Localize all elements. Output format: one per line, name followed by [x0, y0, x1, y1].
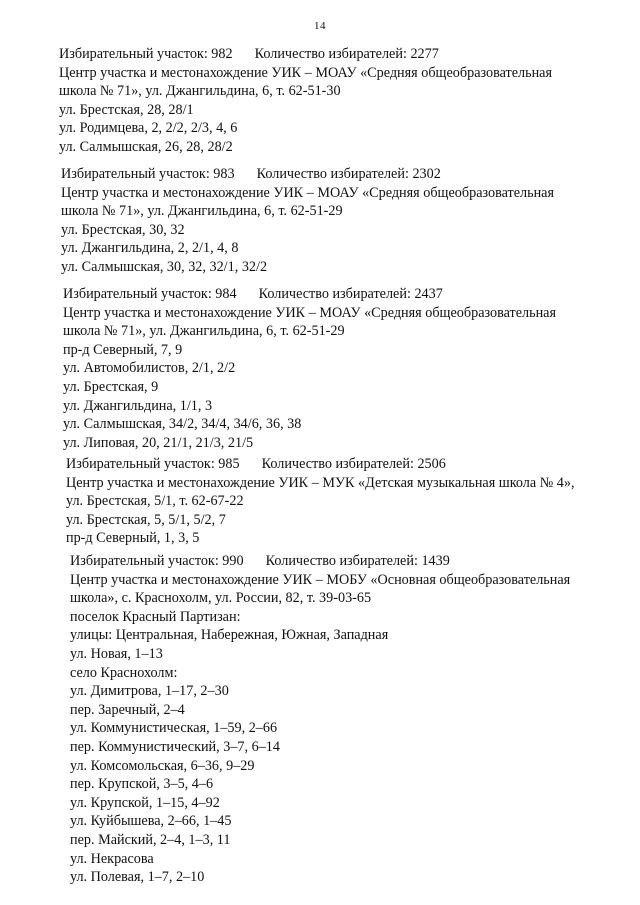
voter-count: Количество избирателей: 2277 [254, 46, 439, 62]
street-line: ул. Димитрова, 1–17, 2–30 [70, 683, 229, 700]
center-address-line: школа № 71», ул. Джангильдина, 6, т. 62-51-30 [59, 83, 341, 100]
street-line: пер. Майский, 2–4, 1–3, 11 [70, 831, 231, 848]
street-line: ул. Брестская, 28, 28/1 [59, 101, 194, 118]
street-line: ул. Комсомольская, 6–36, 9–29 [70, 757, 255, 774]
settlement-heading: поселок Красный Партизан: [70, 608, 241, 625]
settlement-heading: село Краснохолм: [70, 664, 178, 681]
precinct-section-982 [59, 45, 619, 157]
street-line: ул. Липовая, 20, 21/1, 21/3, 21/5 [63, 434, 254, 451]
precinct-header [59, 45, 619, 64]
street-line: ул. Некрасова [70, 850, 154, 867]
center-address-line: школа № 71», ул. Джангильдина, 6, т. 62-51-29 [63, 323, 345, 340]
street-line: пр-д Северный, 1, 3, 5 [66, 530, 200, 547]
street-line: ул. Салмышская, 34/2, 34/4, 34/6, 36, 38 [63, 416, 302, 433]
voter-count: Количество избирателей: 1439 [265, 553, 450, 569]
precinct-number: Избирательный участок: 982 [59, 46, 233, 62]
street-line: ул. Автомобилистов, 2/1, 2/2 [63, 360, 236, 377]
street-line: пер. Заречный, 2–4 [70, 701, 185, 718]
street-line: пр-д Северный, 7, 9 [63, 341, 183, 358]
center-address-line: школа», с. Краснохолм, ул. России, 82, т. 39-03-65 [70, 590, 372, 607]
center-line: Центр участка и местонахождение УИК – МОАУ «Средняя общеобразовательная [63, 304, 557, 321]
center-line: Центр участка и местонахождение УИК – МОБУ «Основная общеобразовательная [70, 571, 571, 588]
street-line: пер. Коммунистический, 3–7, 6–14 [70, 738, 280, 755]
street-line: ул. Новая, 1–13 [70, 645, 163, 662]
street-line: ул. Коммунистическая, 1–59, 2–66 [70, 720, 278, 737]
street-line: ул. Брестская, 5, 5/1, 5/2, 7 [66, 511, 226, 528]
street-line: ул. Родимцева, 2, 2/2, 2/3, 4, 6 [59, 120, 238, 137]
voter-count: Количество избирателей: 2437 [258, 286, 443, 302]
voter-count: Количество избирателей: 2506 [261, 456, 446, 472]
street-line: улицы: Центральная, Набережная, Южная, Западная [70, 627, 389, 644]
precinct-section-984 [63, 285, 623, 452]
page-number: 14 [314, 20, 326, 32]
center-line: Центр участка и местонахождение УИК – МУК «Детская музыкальная школа № 4», [66, 474, 575, 491]
street-line: ул. Крупской, 1–15, 4–92 [70, 794, 220, 811]
precinct-number: Избирательный участок: 985 [66, 456, 240, 472]
precinct-header [61, 165, 621, 184]
precinct-number: Избирательный участок: 984 [63, 286, 237, 302]
street-line: ул. Полевая, 1–7, 2–10 [70, 869, 205, 886]
street-line: ул. Куйбышева, 2–66, 1–45 [70, 813, 232, 830]
precinct-section-990 [70, 552, 630, 887]
precinct-section-983 [61, 165, 621, 277]
street-line: ул. Брестская, 30, 32 [61, 221, 185, 238]
precinct-header [70, 552, 630, 571]
street-line: ул. Джангильдина, 2, 2/1, 4, 8 [61, 240, 239, 257]
street-line: ул. Салмышская, 30, 32, 32/1, 32/2 [61, 258, 268, 275]
precinct-number: Избирательный участок: 990 [70, 553, 244, 569]
street-line: пер. Крупской, 3–5, 4–6 [70, 776, 214, 793]
precinct-header [66, 455, 626, 474]
precinct-header [63, 285, 623, 304]
center-line: Центр участка и местонахождение УИК – МОАУ «Средняя общеобразовательная [59, 64, 553, 81]
street-line: ул. Брестская, 9 [63, 378, 159, 395]
street-line: ул. Джангильдина, 1/1, 3 [63, 397, 213, 414]
voter-count: Количество избирателей: 2302 [256, 166, 441, 182]
street-line: ул. Салмышская, 26, 28, 28/2 [59, 138, 233, 155]
center-line: Центр участка и местонахождение УИК – МОАУ «Средняя общеобразовательная [61, 184, 555, 201]
center-address-line: ул. Брестская, 5/1, т. 62-67-22 [66, 493, 244, 510]
precinct-section-985 [66, 455, 626, 548]
precinct-number: Избирательный участок: 983 [61, 166, 235, 182]
center-address-line: школа № 71», ул. Джангильдина, 6, т. 62-51-29 [61, 203, 343, 220]
